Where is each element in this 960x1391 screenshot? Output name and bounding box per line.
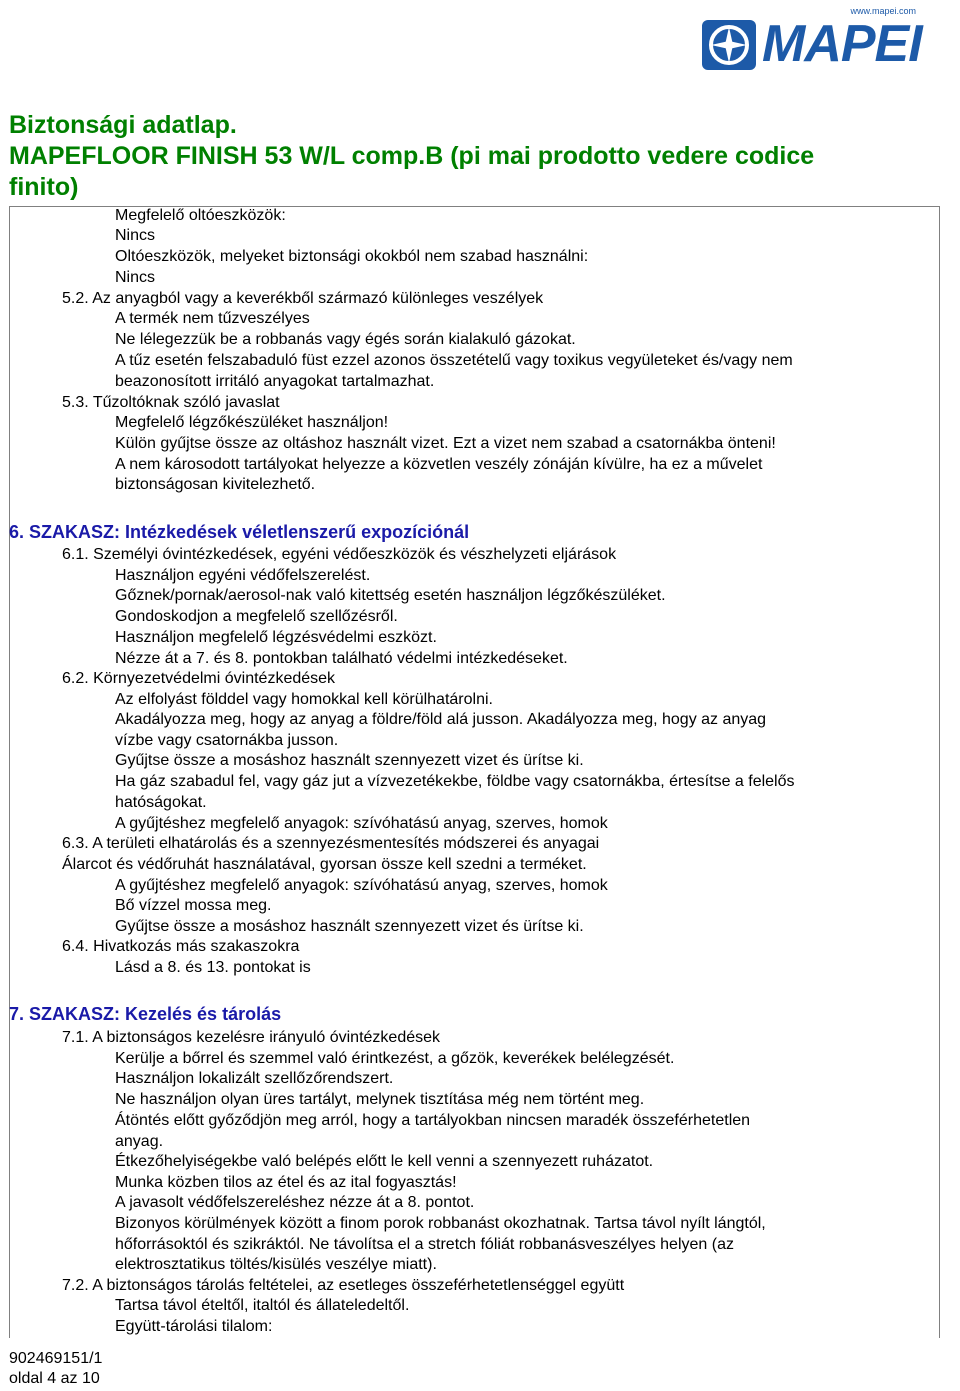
text-line: Bizonyos körülmények között a finom porok robbanást okozhatnak. Tartsa távol nyílt lángtól,	[115, 1215, 766, 1232]
text-line: Étkezőhelyiségekbe való belépés előtt le kell venni a szennyezett ruházatot.	[115, 1153, 654, 1170]
text-line: A gyűjtéshez megfelelő anyagok: szívóhatású anyag, szerves, homok	[115, 877, 608, 894]
title-line: MAPEFLOOR FINISH 53 W/L comp.B (pi mai prodotto vedere codice	[9, 142, 815, 170]
title-line: finito)	[9, 173, 79, 201]
text-line: beazonosított irritáló anyagokat tartalmazhat.	[115, 373, 435, 390]
text-line: Megfelelő oltóeszközök:	[115, 207, 286, 224]
text-line: Megfelelő légzőkészüléket használjon!	[115, 414, 389, 431]
text-line: 5.3. Tűzoltóknak szóló javaslat	[62, 394, 280, 411]
text-line: Ne lélegezzük be a robbanás vagy égés során kialakuló gázokat.	[115, 331, 576, 348]
text-line: hatóságokat.	[115, 794, 207, 811]
section-heading: 7. SZAKASZ: Kezelés és tárolás	[9, 1004, 282, 1024]
text-line: 7.2. A biztonságos tárolás feltételei, az esetleges összeférhetetlenséggel együtt	[62, 1277, 625, 1294]
text-line: Külön gyűjtse össze az oltáshoz használt vizet. Ezt a vizet nem szabad a csatornákba önteni!	[115, 435, 776, 452]
mapei-logo	[700, 14, 950, 74]
text-line: Gyűjtse össze a mosáshoz használt szennyezett vizet és ürítse ki.	[115, 752, 584, 769]
text-line: Tartsa távol ételtől, italtól és állateledeltől.	[115, 1297, 410, 1314]
text-line: A nem károsodott tartályokat helyezze a közvetlen veszély zónáján kívülre, ha ez a művelet	[115, 456, 763, 473]
text-line: elektrosztatikus töltés/kisülés veszélye miatt).	[115, 1256, 437, 1273]
text-line: Használjon egyéni védőfelszerelést.	[115, 567, 371, 584]
text-line: Oltóeszközök, melyeket biztonsági okokból nem szabad használni:	[115, 248, 589, 265]
text-line: 6.4. Hivatkozás más szakaszokra	[62, 938, 300, 955]
text-line: Munka közben tilos az étel és az ital fogyasztás!	[115, 1174, 457, 1191]
text-line: Az elfolyást földdel vagy homokkal kell körülhatárolni.	[115, 691, 493, 708]
text-line: Lásd a 8. és 13. pontokat is	[115, 959, 311, 976]
text-line: A gyűjtéshez megfelelő anyagok: szívóhatású anyag, szerves, homok	[115, 815, 608, 832]
text-line: 6.2. Környezetvédelmi óvintézkedések	[62, 670, 336, 687]
text-line: 6.1. Személyi óvintézkedések, egyéni védőeszközök és vészhelyzeti eljárások	[62, 546, 617, 563]
text-line: Kerülje a bőrrel és szemmel való érintkezést, a gőzök, keverékek belélegzését.	[115, 1050, 675, 1067]
text-line: Gőznek/pornak/aerosol-nak való kitettség esetén használjon légzőkészüléket.	[115, 587, 666, 604]
text-line: vízbe vagy csatornákba jusson.	[115, 732, 339, 749]
section-heading: 6. SZAKASZ: Intézkedések véletlenszerű expozíciónál	[9, 522, 470, 542]
mapei-emblem-icon	[700, 16, 758, 74]
text-line: Átöntés előtt győződjön meg arról, hogy a tartályokban nincsen maradék összeférhetetlen	[115, 1112, 751, 1129]
text-line: Ne használjon olyan üres tartályt, melynek tisztítása még nem történt meg.	[115, 1091, 645, 1108]
text-line: A tűz esetén felszabaduló füst ezzel azonos összetételű vagy toxikus vegyületeket és/vagy nem	[115, 352, 793, 369]
text-line: hőforrásoktól és szikráktól. Ne távolítsa el a stretch fóliát robbanásveszélyes helyen (az	[115, 1236, 734, 1253]
logo-text: MAPEI	[762, 15, 922, 73]
text-line: Nézze át a 7. és 8. pontokban található védelmi intézkedéseket.	[115, 650, 568, 667]
text-line: Együtt-tárolási tilalom:	[115, 1318, 273, 1335]
text-line: Nincs	[115, 269, 156, 286]
text-line: Használjon lokalizált szellőzőrendszert.	[115, 1070, 394, 1087]
text-line: Gondoskodjon a megfelelő szellőzésről.	[115, 608, 398, 625]
text-line: A termék nem tűzveszélyes	[115, 310, 310, 327]
text-line: Álarcot és védőruhát használatával, gyorsan össze kell szedni a terméket.	[62, 856, 587, 873]
text-line: Akadályozza meg, hogy az anyag a földre/föld alá jusson. Akadályozza meg, hogy az anyag	[115, 711, 767, 728]
logo-url: www.mapei.com	[850, 6, 916, 16]
text-line: Bő vízzel mossa meg.	[115, 897, 272, 914]
text-line: Használjon megfelelő légzésvédelmi eszközt.	[115, 629, 437, 646]
page-number: oldal 4 az 10	[9, 1370, 100, 1387]
text-line: Ha gáz szabadul fel, vagy gáz jut a vízvezetékekbe, földbe vagy csatornákba, értesítse a felelős	[115, 773, 795, 790]
text-line: Gyűjtse össze a mosáshoz használt szennyezett vizet és ürítse ki.	[115, 918, 584, 935]
text-line: 7.1. A biztonságos kezelésre irányuló óvintézkedések	[62, 1029, 441, 1046]
title-line: Biztonsági adatlap.	[9, 111, 237, 139]
text-line: 5.2. Az anyagból vagy a keverékből származó különleges veszélyek	[62, 290, 544, 307]
text-line: A javasolt védőfelszereléshez nézze át a 8. pontot.	[115, 1194, 475, 1211]
text-line: biztonságosan kivitelezhető.	[115, 476, 316, 493]
text-line: anyag.	[115, 1133, 164, 1150]
text-line: 6.3. A területi elhatárolás és a szennyezésmentesítés módszerei és anyagai	[62, 835, 600, 852]
text-line: Nincs	[115, 227, 156, 244]
page-title	[9, 110, 909, 203]
doc-code: 902469151/1	[9, 1350, 103, 1367]
